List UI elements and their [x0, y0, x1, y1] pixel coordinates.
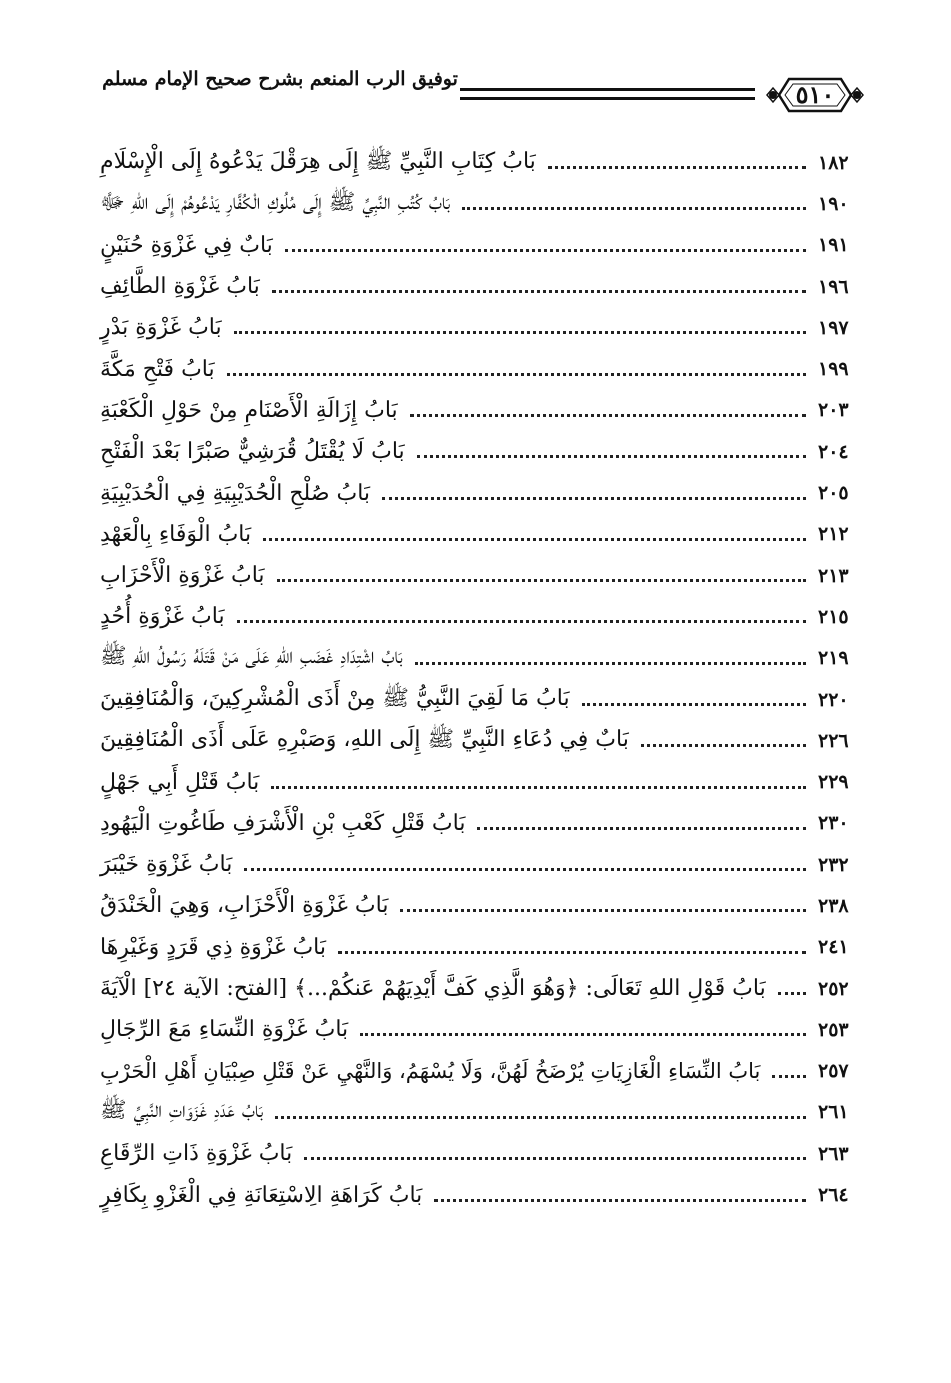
toc-entry-title: بَابُ عَدَدِ غَزَوَاتِ النَّبِيِّ ﷺ [100, 1098, 264, 1124]
dot-leader [277, 579, 806, 582]
toc-entry [100, 844, 870, 885]
toc-entry-page: ٢١٩ [818, 647, 849, 670]
toc-entry [100, 761, 870, 802]
toc-entry-title: بَابُ غَزْوَةِ النِّسَاءِ مَعَ الرِّجَالِ [100, 1017, 349, 1043]
toc-entry-title: بَابُ الْوَفَاءِ بِالْعَهْدِ [100, 521, 252, 547]
dot-leader [382, 497, 806, 500]
toc-entry-page: ١٩٩ [818, 358, 849, 381]
dot-leader [772, 1075, 806, 1078]
toc-entry [100, 885, 870, 926]
toc-entry-title: بَابُ غَزْوَةِ الطَّائِفِ [100, 274, 260, 300]
dot-leader [338, 951, 806, 954]
toc-entry [100, 596, 870, 637]
toc-entry [100, 514, 870, 555]
toc-entry-title: بَابُ كُتُبِ النَّبِيِّ ﷺ إِلَى مُلُوكِ الْكُفَّارِ يَدْعُوهُمْ إِلَى اللهِ ﷻ [100, 189, 451, 215]
toc-entry [100, 555, 870, 596]
dot-leader [477, 827, 806, 830]
toc-entry-page: ٢٥٣ [818, 1018, 849, 1041]
toc-entry-title: بَابُ مَا لَقِيَ النَّبِيُّ ﷺ مِنْ أَذَى الْمُشْرِكِينَ، وَالْمُنَافِقِينَ [100, 685, 570, 711]
running-header [100, 62, 870, 128]
toc-entry-page: ٢٥٧ [818, 1060, 849, 1083]
dot-leader [400, 909, 806, 912]
dot-leader [263, 538, 806, 541]
toc-entry [100, 1174, 870, 1215]
toc-entry-title: بَابُ غَزْوَةِ ذِي قَرَدٍ وَغَيْرِهَا [100, 934, 326, 960]
toc-entry [100, 225, 870, 266]
toc-entry-title: بَابٌ فِي غَزْوَةِ حُنَيْنٍ [100, 232, 273, 258]
toc-entry-page: ٢٠٥ [818, 482, 849, 505]
toc-entry-title: بَابُ غَزْوَةِ ذَاتِ الرِّقَاعِ [100, 1141, 293, 1167]
dot-leader [304, 1157, 806, 1160]
header-double-rule [460, 88, 755, 102]
toc-entry-title: بَابُ قَتْلِ كَعْبِ بْنِ الْأَشْرَفِ طَاغُوتِ الْيَهُودِ [100, 810, 466, 836]
dot-leader [244, 868, 806, 871]
dot-leader [234, 331, 806, 334]
dot-leader [237, 620, 806, 623]
toc-entry-page: ٢٣٢ [818, 853, 849, 876]
toc-entry [100, 472, 870, 513]
toc-entry-page: ٢٣٨ [818, 894, 849, 917]
toc-entry-page: ١٩٠ [818, 192, 849, 215]
dot-leader [271, 786, 806, 789]
dot-leader [285, 249, 806, 252]
rule-line-top [460, 88, 755, 91]
toc-entry-page: ٢٦١ [818, 1101, 849, 1124]
dot-leader [462, 207, 806, 210]
page-number: ٥١٠ [795, 80, 835, 109]
toc-entry [100, 431, 870, 472]
toc-entry-page: ٢٣٠ [818, 812, 849, 835]
book-title: توفيق الرب المنعم بشرح صحيح الإمام مسلم [102, 68, 458, 90]
toc-entry [100, 307, 870, 348]
toc-entry-title: بَابُ غَزْوَةِ أُحُدٍ [100, 604, 225, 630]
toc-entry-title: بَابُ كَرَاهَةِ الِاسْتِعَانَةِ فِي الْغَزْوِ بِكَافِرٍ [100, 1182, 423, 1208]
toc-entry [100, 1133, 870, 1174]
toc-entry-title: بَابُ صُلْحِ الْحُدَيْبِيَةِ فِي الْحُدَيْبِيَةِ [100, 480, 371, 506]
toc-entry [100, 679, 870, 720]
toc-entry [100, 142, 870, 183]
dot-leader [415, 662, 806, 665]
toc-entry-page: ٢٢٦ [818, 729, 849, 752]
toc-entry [100, 183, 870, 224]
toc-entry [100, 927, 870, 968]
toc-entry-page: ٢٢٩ [818, 771, 849, 794]
toc-entry-page: ٢٢٠ [818, 688, 849, 711]
toc-entry-title: بَابُ إِزَالَةِ الْأَصْنَامِ مِنْ حَوْلِ الْكَعْبَةِ [100, 397, 398, 423]
toc-entry-title: بَابُ النِّسَاءِ الْغَازِيَاتِ يُرْضَخُ لَهُنَّ، وَلَا يُسْهَمُ، وَالنَّهْيِ عَنْ قَتْلِ صِبْيَانِ أَهْلِ الْحَرْبِ [100, 1059, 761, 1084]
toc-entry-page: ٢٦٤ [818, 1184, 849, 1207]
dot-leader [434, 1199, 806, 1202]
toc-entry [100, 1092, 870, 1133]
table-of-contents [100, 142, 870, 1216]
toc-entry-page: ١٩٦ [818, 275, 849, 298]
dot-leader [641, 744, 806, 747]
toc-entry [100, 390, 870, 431]
toc-entry-title: بَابُ غَزْوَةِ بَدْرٍ [100, 315, 222, 341]
toc-entry-title: بَابُ لَا يُقْتَلُ قُرَشِيٌّ صَبْرًا بَعْدَ الْفَتْحِ [100, 439, 405, 465]
toc-entry-page: ٢١٥ [818, 605, 849, 628]
dot-leader [272, 290, 806, 293]
toc-entry-page: ٢٦٣ [818, 1142, 849, 1165]
dot-leader [582, 703, 806, 706]
toc-entry-page: ٢١٢ [818, 523, 849, 546]
toc-entry [100, 803, 870, 844]
toc-entry-page: ١٨٢ [818, 151, 849, 174]
rule-line-bottom [460, 97, 755, 100]
toc-entry-title: بَابُ قَتْلِ أَبِي جَهْلٍ [100, 769, 260, 795]
dot-leader [417, 455, 806, 458]
toc-entry [100, 720, 870, 761]
toc-entry-title: بَابُ قَوْلِ اللهِ تَعَالَى: ﴿وَهُوَ الَّذِي كَفَّ أَيْدِيَهُمْ عَنكُمْ...﴾ [الفتح: الآية ٢٤] الْآيَةَ [100, 976, 766, 1002]
toc-entry-page: ١٩٧ [818, 316, 849, 339]
dot-leader [778, 992, 806, 995]
toc-entry-page: ٢١٣ [818, 564, 849, 587]
toc-entry-page: ٢٠٣ [818, 399, 849, 422]
toc-entry-title: بَابُ غَزْوَةِ الْأَحْزَابِ [100, 563, 265, 589]
dot-leader [275, 1116, 806, 1119]
toc-entry-title: بَابُ غَزْوَةِ الْأَحْزَابِ، وَهِيَ الْخَنْدَقُ [100, 893, 389, 919]
toc-entry-page: ٢٠٤ [818, 440, 849, 463]
toc-entry-page: ١٩١ [818, 234, 849, 257]
toc-entry-title: بَابُ غَزْوَةِ خَيْبَرَ [100, 852, 233, 878]
toc-entry [100, 1009, 870, 1050]
toc-entry [100, 968, 870, 1009]
dot-leader [410, 414, 806, 417]
toc-entry [100, 266, 870, 307]
toc-entry-title: بَابٌ فِي دُعَاءِ النَّبِيِّ ﷺ إِلَى اللهِ، وَصَبْرِهِ عَلَى أَذَى الْمُنَافِقِينَ [100, 726, 629, 752]
toc-entry-title: بَابُ كِتَابِ النَّبِيِّ ﷺ إِلَى هِرَقْلَ يَدْعُوهُ إِلَى الْإِسْلَامِ [100, 148, 536, 174]
toc-entry-page: ٢٥٢ [818, 977, 849, 1000]
toc-entry [100, 348, 870, 389]
toc-entry [100, 638, 870, 679]
page-number-badge [765, 70, 865, 120]
toc-entry [100, 1051, 870, 1092]
toc-entry-page: ٢٤١ [818, 936, 849, 959]
toc-entry-title: بَابُ فَتْحِ مَكَّةَ [100, 356, 215, 382]
dot-leader [360, 1033, 806, 1036]
dot-leader [227, 373, 806, 376]
dot-leader [548, 166, 806, 169]
toc-entry-title: بَابُ اشْتِدَادِ غَضَبِ اللهِ عَلَى مَنْ قَتَلَهُ رَسُولُ اللهِ ﷺ [100, 644, 403, 670]
